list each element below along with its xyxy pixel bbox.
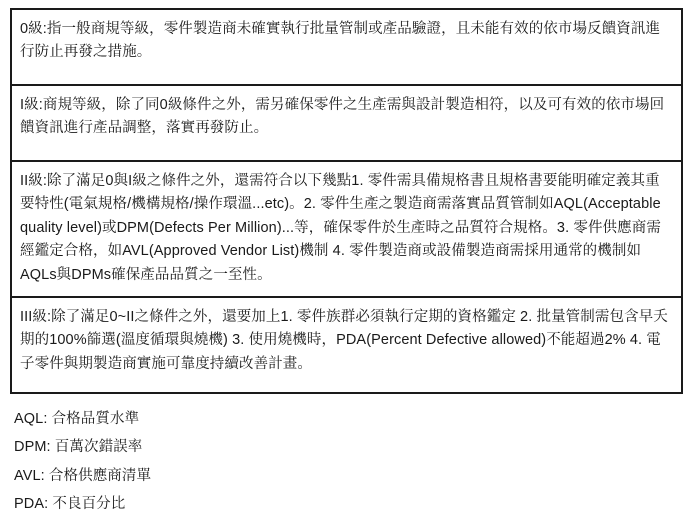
- grade-definition-table: [10, 8, 683, 394]
- legend-item: DPM: 百萬次錯誤率: [14, 439, 143, 456]
- grade-1-cell: I級:商規等級，除了同0級條件之外，需另確保零件之生產需與設計製造相符，以及可有效的依市場回饋資訊進行產品調整，落實再發防止。: [11, 85, 682, 161]
- grade-0-cell: 0級:指一般商規等級，零件製造商未確實執行批量管制或產品驗證，且未能有效的依市場反饋資訊進行防止再發之措施。: [11, 9, 682, 85]
- table-row: [11, 297, 682, 393]
- table-row: [11, 85, 682, 161]
- grade-3-cell: III級:除了滿足0~II之條件之外，還要加上1. 零件族群必須執行定期的資格鑑定 2. 批量管制需包含早夭期的100%篩選(溫度循環與燒機) 3. 使用燒機時，PDA(Percent Defective allowed)不能超過2% 4. 電子零件與期製造商實施可靠度持續改善計畫。: [11, 297, 682, 393]
- table-row: [11, 9, 682, 85]
- grade-table-body: [11, 9, 682, 393]
- legend-item: AVL: 合格供應商清單: [14, 467, 152, 484]
- legend-item: PDA: 不良百分比: [14, 496, 126, 513]
- table-row: [11, 161, 682, 297]
- grade-2-cell: II級:除了滿足0與I級之條件之外，還需符合以下幾點1. 零件需具備規格書且規格書要能明確定義其重要特性(電氣規格/機構規格/操作環溫...etc)。2. 零件生產之製造商需落實品質管制如AQL(Acceptable quality level)或DPM(Defects Per Million)...等，確保零件於生產時之品質符合規格。3. 零件供應商需經鑑定合格，如AVL(Approved Vendor List)機制 4. 零件製造商或設備製造商需採用通常的機制如AQLs與DPMs確保產品品質之一至性。: [11, 161, 682, 297]
- abbreviation-legend: [10, 408, 683, 516]
- legend-item: AQL: 合格品質水準: [14, 411, 140, 427]
